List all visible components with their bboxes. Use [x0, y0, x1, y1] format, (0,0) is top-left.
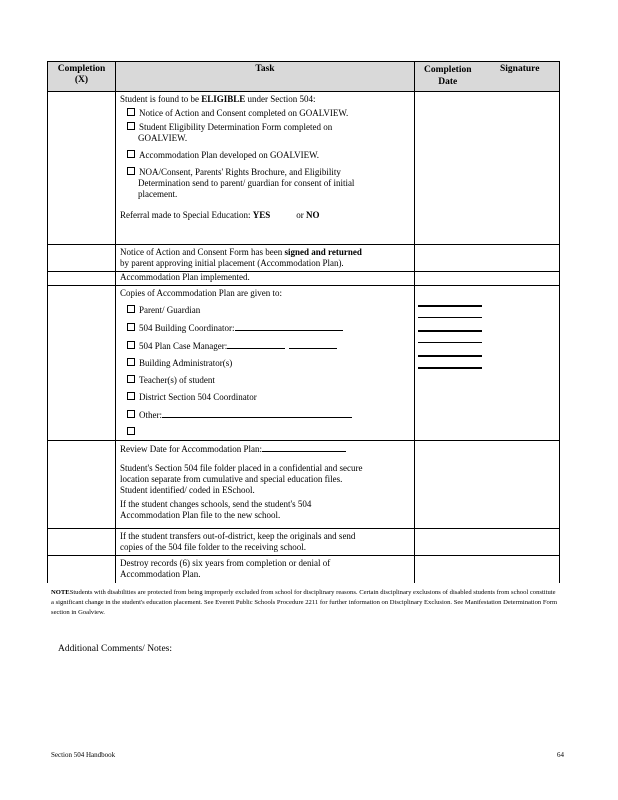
- referral-line: [120, 210, 410, 221]
- referral-or: or: [296, 210, 306, 220]
- change-schools-text: If the student changes schools, send the student's 504: [120, 499, 312, 509]
- task-header: [116, 62, 415, 92]
- table-row: [48, 441, 560, 529]
- fill-in-line[interactable]: [235, 322, 343, 331]
- checkbox-icon[interactable]: [127, 341, 135, 349]
- checklist-item[interactable]: [120, 375, 410, 386]
- checklist-item-continuation: placement.: [138, 189, 178, 199]
- date-signature-header: [415, 62, 560, 92]
- file-folder-text: Student identified/ coded in ESchool.: [120, 485, 255, 495]
- completion-cell[interactable]: [48, 441, 116, 529]
- referral-no[interactable]: NO: [305, 210, 320, 220]
- table-row: [48, 529, 560, 556]
- task-cell: [116, 92, 415, 245]
- referral-yes[interactable]: YES: [252, 210, 271, 220]
- checklist-item-label: District Section 504 Coordinator: [139, 392, 257, 402]
- table-row: [48, 286, 560, 441]
- completion-cell[interactable]: [48, 245, 116, 272]
- date-signature-cell[interactable]: [415, 529, 560, 556]
- task-cell: [116, 286, 415, 441]
- checkbox-icon[interactable]: [127, 150, 135, 158]
- eligible-lead: [120, 94, 410, 105]
- checklist-item-label: 504 Building Coordinator:: [139, 323, 235, 333]
- transfer-text: If the student transfers out-of-district, keep the originals and send: [120, 531, 356, 541]
- checkbox-icon[interactable]: [127, 108, 135, 116]
- checklist-item[interactable]: [120, 305, 410, 316]
- task-cell: [116, 441, 415, 529]
- checklist-item[interactable]: [120, 150, 410, 161]
- completion-header-x: (X): [74, 75, 89, 85]
- checkbox-icon[interactable]: [127, 167, 135, 175]
- page-number: 64: [557, 751, 564, 759]
- checklist-item[interactable]: [120, 358, 410, 369]
- checklist-item[interactable]: [120, 340, 410, 352]
- footer-title: Section 504 Handbook: [51, 751, 116, 759]
- change-schools-text: Accommodation Plan file to the new school.: [120, 510, 281, 520]
- checklist-item-label: Parent/ Guardian: [139, 305, 201, 315]
- table-row: [48, 272, 560, 286]
- additional-comments-label: Additional Comments/ Notes:: [58, 644, 172, 654]
- checklist-item-label: Building Administrator(s): [139, 358, 233, 368]
- review-date-label: Review Date for Accommodation Plan:: [120, 444, 262, 454]
- note-text: Students with disabilities are protected from being improperly excluded from school for disciplinary reasons. Certain disciplinary exclusions of disabled students from school constitute a significant change in the student's education placement. See Everett Public Schools Procedure 2211 for further information on Disciplinary Exclusion. See Manifestation Determination Form section in Goalview.: [51, 589, 558, 616]
- note-paragraph: [51, 588, 559, 618]
- checklist-item[interactable]: [120, 392, 410, 403]
- checklist-item[interactable]: [120, 167, 410, 178]
- checkbox-icon[interactable]: [127, 323, 135, 331]
- completion-header: [48, 62, 116, 92]
- completion-cell[interactable]: [48, 286, 116, 441]
- completion-cell[interactable]: [48, 529, 116, 556]
- table-header-row: [48, 62, 560, 92]
- destroy-text: Accommodation Plan.: [120, 569, 201, 579]
- date-signature-cell[interactable]: [415, 272, 560, 286]
- checkbox-icon[interactable]: [127, 392, 135, 400]
- file-folder-text: Student's Section 504 file folder placed in a confidential and secure: [120, 463, 363, 473]
- checklist-item[interactable]: [120, 108, 410, 119]
- checkbox-icon[interactable]: [127, 375, 135, 383]
- date-signature-cell[interactable]: [415, 441, 560, 529]
- checklist-item-continuation: Determination send to parent/ guardian for consent of initial: [138, 178, 355, 188]
- note-label: NOTE: [51, 589, 70, 596]
- task-cell: Accommodation Plan implemented.: [116, 272, 415, 286]
- checklist-item[interactable]: [120, 409, 410, 421]
- fill-in-line[interactable]: [262, 443, 346, 452]
- consent-text-line2: by parent approving initial placement (Accommodation Plan).: [120, 258, 344, 268]
- checklist-item-label: NOA/Consent, Parents' Rights Brochure, and Eligibility: [139, 167, 341, 177]
- checklist-item[interactable]: [120, 427, 410, 438]
- completion-header-label: Completion: [57, 64, 106, 74]
- date-signature-cell[interactable]: [415, 92, 560, 245]
- consent-text-bold: signed and returned: [284, 247, 362, 257]
- task-cell: [116, 529, 415, 556]
- consent-text: Notice of Action and Consent Form has been: [120, 247, 285, 257]
- eligible-lead-prefix: Student is found to be: [120, 94, 202, 104]
- date-signature-cell[interactable]: [415, 556, 560, 583]
- task-header-label: Task: [255, 64, 275, 74]
- checklist-item-label: Teacher(s) of student: [139, 375, 215, 385]
- checkbox-icon[interactable]: [127, 122, 135, 130]
- table-row: [48, 556, 560, 583]
- completion-date-label-1: Completion: [424, 65, 472, 75]
- completion-cell[interactable]: [48, 556, 116, 583]
- fill-in-line[interactable]: [227, 340, 285, 349]
- completion-cell[interactable]: [48, 92, 116, 245]
- date-signature-cell[interactable]: [415, 286, 560, 441]
- checklist-item[interactable]: [120, 322, 410, 334]
- transfer-text: copies of the 504 file folder to the receiving school.: [120, 542, 306, 552]
- checkbox-icon[interactable]: [127, 410, 135, 418]
- completion-cell[interactable]: [48, 272, 116, 286]
- checklist-item-label: Notice of Action and Consent completed on GOALVIEW.: [139, 108, 349, 118]
- checkbox-icon[interactable]: [127, 305, 135, 313]
- checkbox-icon[interactable]: [127, 358, 135, 366]
- eligible-lead-bold: ELIGIBLE: [201, 94, 246, 104]
- review-date-line: [120, 443, 410, 455]
- copies-lead: Copies of Accommodation Plan are given to:: [120, 288, 282, 298]
- destroy-text: Destroy records (6) six years from completion or denial of: [120, 558, 331, 568]
- fill-in-line[interactable]: [289, 340, 337, 349]
- checklist-table: [47, 61, 560, 583]
- file-folder-text: location separate from cumulative and special education files.: [120, 474, 343, 484]
- signature-header: Signature: [500, 64, 540, 74]
- completion-date-label-2: Date: [438, 77, 458, 87]
- task-cell: [116, 245, 415, 272]
- task-cell: [116, 556, 415, 583]
- eligible-lead-suffix: under Section 504:: [245, 94, 316, 104]
- table-row: [48, 92, 560, 245]
- signature-line[interactable]: [418, 367, 482, 369]
- fill-in-line[interactable]: [162, 409, 352, 418]
- table-row: [48, 245, 560, 272]
- checklist-item-label: Other:: [139, 410, 162, 420]
- completion-date-header: [424, 64, 472, 88]
- referral-prefix: Referral made to Special Education:: [120, 210, 253, 220]
- checklist-item-label: 504 Plan Case Manager:: [139, 341, 228, 351]
- checklist-item-continuation: GOALVIEW.: [138, 133, 188, 143]
- checklist-item[interactable]: [120, 122, 410, 133]
- checkbox-icon[interactable]: [127, 427, 135, 435]
- checklist-item-label: Accommodation Plan developed on GOALVIEW.: [139, 150, 320, 160]
- date-signature-cell[interactable]: [415, 245, 560, 272]
- checklist-item-label: Student Eligibility Determination Form completed on: [139, 122, 333, 132]
